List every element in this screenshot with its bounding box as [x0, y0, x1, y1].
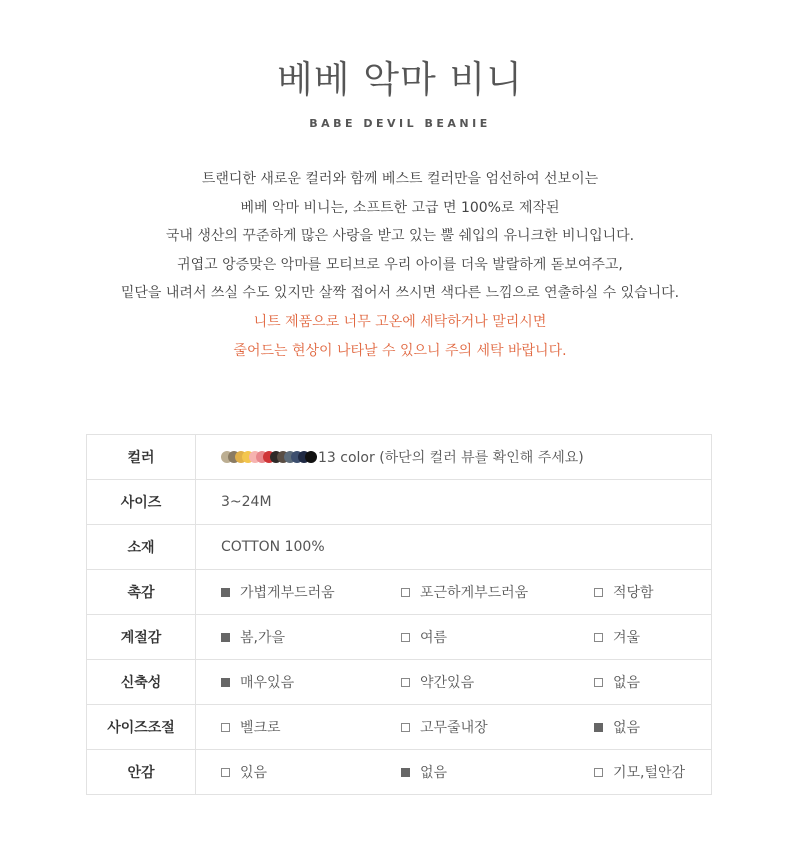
- checkbox-icon: [221, 768, 230, 777]
- option-item: [221, 627, 401, 647]
- spec-row-option: [87, 705, 712, 750]
- option-item: [221, 582, 401, 602]
- description-line: 국내 생산의 꾸준하게 많은 사랑을 받고 있는 뿔 쉐입의 유니크한 비니입니다.: [165, 228, 635, 245]
- option-label: 벨크로: [240, 720, 281, 736]
- option-label: 겨울: [613, 630, 641, 646]
- option-label: 고무줄내장: [420, 720, 488, 736]
- checkbox-icon: [221, 723, 230, 732]
- spec-row-color: [87, 435, 712, 480]
- checkbox-icon: [401, 633, 410, 642]
- option-item: [401, 762, 594, 782]
- checkbox-icon: [401, 588, 410, 597]
- spec-options: [196, 660, 712, 705]
- option-item: [594, 582, 654, 602]
- option-label: 여름: [420, 630, 448, 646]
- option-label: 기모,털안감: [613, 765, 686, 781]
- option-item: [221, 717, 401, 737]
- spec-row-option: [87, 660, 712, 705]
- checkbox-icon: [594, 588, 603, 597]
- checkbox-icon: [221, 588, 230, 597]
- spec-options: [196, 750, 712, 795]
- spec-options: [196, 705, 712, 750]
- product-subtitle: BABE DEVIL BEANIE: [309, 117, 491, 130]
- spec-label: 사이즈: [87, 480, 196, 525]
- option-label: 포근하게부드러움: [420, 585, 529, 601]
- option-item: [401, 582, 594, 602]
- checkbox-icon: [401, 723, 410, 732]
- description-line: 트랜디한 새로운 컬러와 함께 베스트 컬러만을 엄선하여 선보이는: [201, 171, 599, 187]
- spec-options: [196, 570, 712, 615]
- option-item: [594, 717, 640, 737]
- checkbox-icon: [594, 723, 603, 732]
- checkbox-icon: [594, 633, 603, 642]
- option-item: [401, 627, 594, 647]
- option-label: 매우있음: [240, 675, 295, 691]
- checkbox-icon: [401, 678, 410, 687]
- color-count-text: 13 color (하단의 컬러 뷰를 확인해 주세요): [318, 450, 584, 466]
- option-label: 적당함: [613, 585, 654, 601]
- option-label: 봄,가을: [240, 630, 286, 646]
- care-warning-line: 줄어드는 현상이 나타날 수 있으니 주의 세탁 바랍니다.: [233, 342, 567, 359]
- spec-label: 사이즈조절: [87, 705, 196, 750]
- checkbox-icon: [401, 768, 410, 777]
- care-warning-line: 니트 제품으로 너무 고온에 세탁하거나 말리시면: [253, 313, 547, 330]
- checkbox-icon: [594, 768, 603, 777]
- option-label: 없음: [613, 675, 641, 691]
- description-line: 베베 악마 비니는, 소프트한 고급 면 100%로 제작된: [240, 199, 560, 216]
- option-item: [401, 672, 594, 692]
- spec-label: 촉감: [87, 570, 196, 615]
- spec-row-option: [87, 750, 712, 795]
- product-title: 베베 악마 비니: [277, 58, 523, 101]
- color-swatches: [221, 451, 312, 463]
- option-item: [221, 762, 401, 782]
- option-item: [594, 762, 685, 782]
- spec-label: 계절감: [87, 615, 196, 660]
- checkbox-icon: [221, 678, 230, 687]
- spec-row-option: [87, 615, 712, 660]
- spec-label: 신축성: [87, 660, 196, 705]
- option-label: 없음: [420, 765, 448, 781]
- spec-row-size: [87, 480, 712, 525]
- spec-table: [86, 434, 712, 795]
- option-label: 약간있음: [420, 675, 475, 691]
- spec-label: 안감: [87, 750, 196, 795]
- color-swatch: [305, 451, 317, 463]
- checkbox-icon: [594, 678, 603, 687]
- option-item: [594, 627, 640, 647]
- option-item: [594, 672, 640, 692]
- description-line: 귀엽고 앙증맞은 악마를 모티브로 우리 아이를 더욱 발랄하게 돋보여주고,: [177, 256, 623, 273]
- option-label: 가볍게부드러움: [240, 585, 335, 601]
- option-item: [221, 672, 401, 692]
- product-description: [0, 165, 800, 365]
- checkbox-icon: [221, 633, 230, 642]
- description-line: 밑단을 내려서 쓰실 수도 있지만 살짝 접어서 쓰시면 색다른 느낌으로 연출하실 수 있습니다.: [120, 285, 680, 302]
- spec-value: 3~24M: [196, 480, 712, 525]
- spec-value: COTTON 100%: [196, 525, 712, 570]
- option-label: 없음: [613, 720, 641, 736]
- spec-value: [196, 435, 712, 480]
- option-item: [401, 717, 594, 737]
- spec-label: 컬러: [87, 435, 196, 480]
- spec-label: 소재: [87, 525, 196, 570]
- option-label: 있음: [240, 765, 268, 781]
- spec-row-material: [87, 525, 712, 570]
- spec-row-option: [87, 570, 712, 615]
- spec-options: [196, 615, 712, 660]
